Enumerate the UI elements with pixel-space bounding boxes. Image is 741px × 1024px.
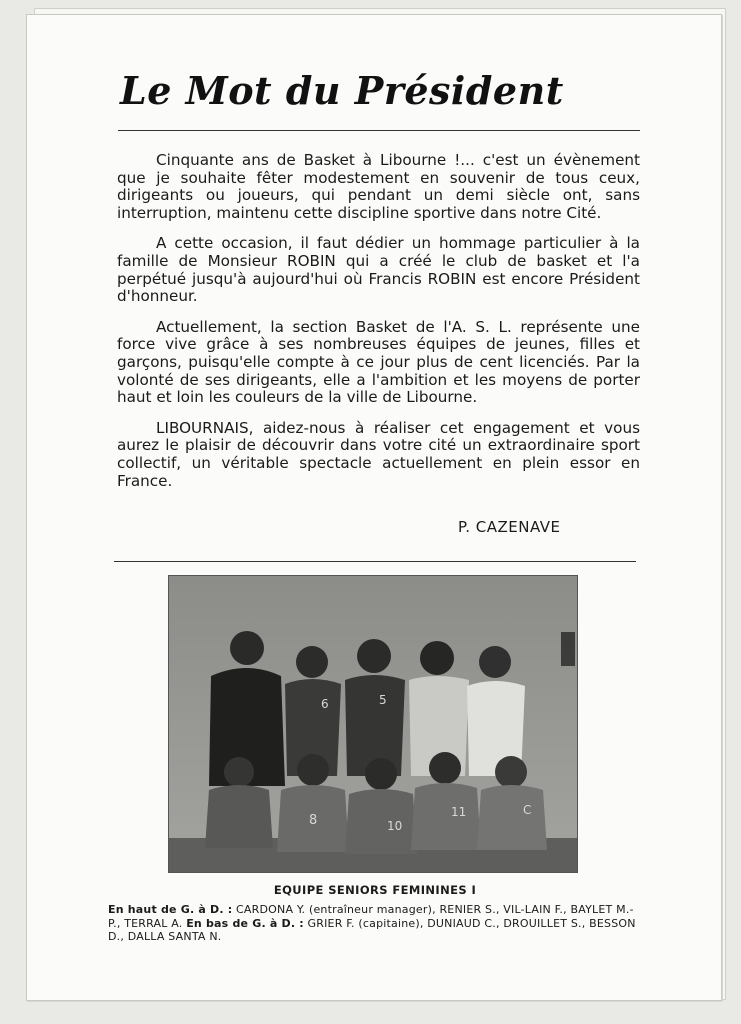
page-title: Le Mot du Président [120, 68, 564, 113]
jersey-number: 8 [309, 813, 318, 828]
wall-box [561, 632, 575, 666]
caption-bottom-label: En bas de G. à D. : [186, 916, 304, 930]
title-rule [118, 130, 640, 131]
team-photo-illustration [169, 576, 577, 872]
jersey-number: C [523, 803, 532, 817]
paragraph-3: Actuellement, la section Basket de l'A. S. L. représente une force vive grâce à ses nombreuses équipes de jeunes, filles et garçons, puisqu'elle compte à ce jour plus de cent licenciés. Par la volonté de ses dirigeants, elle a l'ambition et les moyens de porter haut et loin les couleurs de la ville de Libourne. [117, 317, 640, 407]
section-rule [114, 561, 636, 562]
jersey-number: 5 [379, 693, 387, 707]
caption-top-names: CARDONA Y. (entraîneur manager), RENIER S., VIL-LAIN F., BAYLET M.-P., TERRAL A. [108, 903, 634, 930]
article-body [117, 152, 640, 503]
caption-bottom-names: GRIER F. (capitaine), DUNIAUD C., DROUILLET S., BESSON D., DALLA SANTA N. [108, 916, 636, 943]
paragraph-2: A cette occasion, il faut dédier un hommage particulier à la famille de Monsieur ROBIN qui a créé le club de basket et l'a perpétué jusqu'à aujourd'hui où Francis ROBIN est encore Président d'honneur. [117, 234, 640, 306]
jersey-number: 6 [321, 697, 329, 711]
caption [108, 903, 638, 944]
caption-title: EQUIPE SENIORS FEMININES I [273, 883, 477, 897]
paragraph-4: LIBOURNAIS, aidez-nous à réaliser cet engagement et vous aurez le plaisir de découvrir dans votre cité un extraordinaire sport collectif, un véritable spectacle actuellement en plein essor en France. [117, 418, 640, 490]
signature: P. CAZENAVE [458, 518, 561, 536]
team-photo [168, 575, 578, 873]
caption-top-label: En haut de G. à D. : [108, 903, 233, 916]
paragraph-1: Cinquante ans de Basket à Libourne !... c'est un évènement que je souhaite fêter modestement en souvenir de tous ceux, dirigeants ou joueurs, qui pendant un demi siècle ont, sans interruption, maintenu cette discipline sportive dans notre Cité. [117, 151, 640, 222]
jersey-number: 11 [451, 805, 467, 819]
jersey-number: 10 [387, 819, 403, 833]
